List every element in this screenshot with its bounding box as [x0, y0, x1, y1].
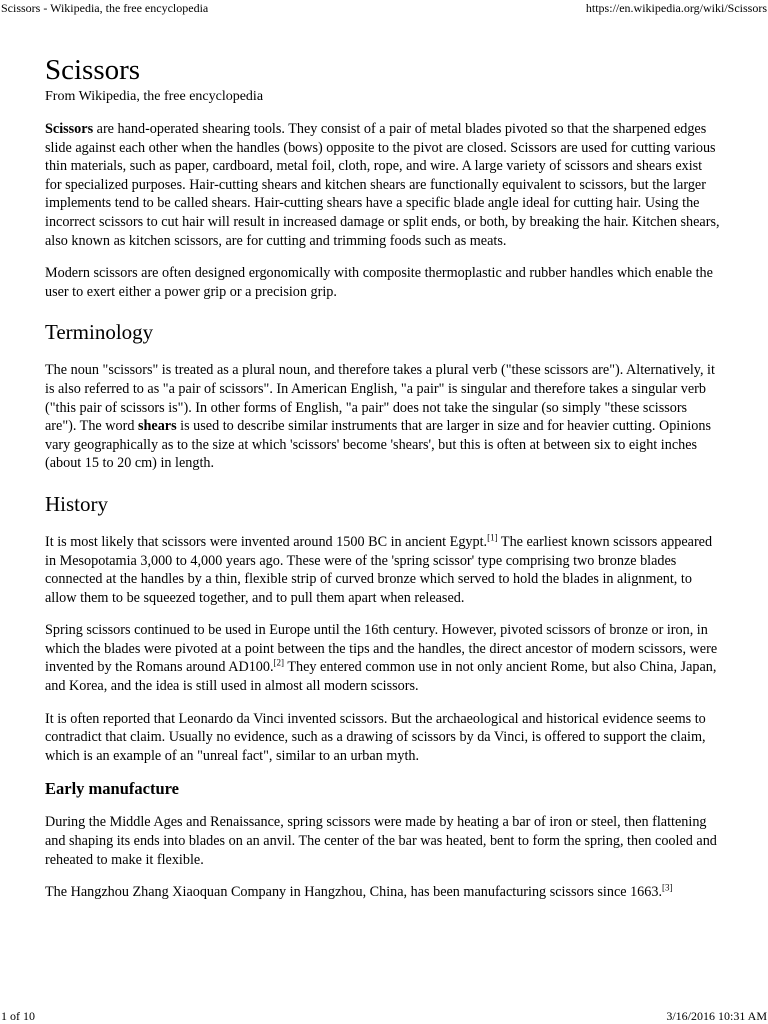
intro-bold-term: Scissors — [45, 121, 94, 137]
manufacture-paragraph-1: During the Middle Ages and Renaissance, spring scissors were made by heating a bar of iron or steel, then flattening and shaping its ends into blades on an anvil. The center of the bar was heated, bent to form the spring, then cooled and reheated to make it flexible. — [45, 814, 717, 868]
history-text-2b: They entered common use in not only ancient Rome, but also China, Japan, and Korea, and the idea is still used in almost all modern scissors. — [45, 659, 717, 695]
history-text-1b: The earliest known scissors appeared in Mesopotamia 3,000 to 4,000 years ago. These were of the 'spring scissor' type comprising two bronze blades connected at the handles by a thin, flexible strip of curved bronze which served to hold the blades in alignment, to allow them to be squeezed together, and to pull them apart when released. — [45, 533, 713, 606]
section-heading-terminology: Terminology — [45, 320, 154, 345]
intro-paragraph-2: Modern scissors are often designed ergonomically with composite thermoplastic and rubber handles which enable the user to exert either a power grip or a precision grip. — [45, 265, 713, 300]
intro-paragraph-1 — [45, 120, 721, 250]
section-heading-history: History — [45, 491, 108, 516]
history-paragraph-2 — [45, 621, 721, 695]
article-content — [45, 52, 721, 916]
history-paragraph-1 — [45, 533, 721, 607]
history-text-1a: It is most likely that scissors were invented around 1500 BC in ancient Egypt. — [45, 533, 488, 550]
history-text-2a: Spring scissors continued to be used in Europe until the 16th century. However, pivoted scissors of bronze or iron, in which the blades were pivoted at a point between the tips and the handles, the direct ancestor of modern scissors, were invented by the Romans around AD100. — [45, 622, 718, 676]
citation-link-3[interactable]: [3] — [662, 882, 673, 893]
print-url: https://en.wikipedia.org/wiki/Scissors — [585, 1, 767, 15]
page-counter: 1 of 10 — [1, 1009, 35, 1023]
terminology-bold-term: shears — [137, 418, 177, 435]
intro-text-1: are hand-operated shearing tools. They consist of a pair of metal blades pivoted so that the sharpened edges slide against each other when the handles (bows) opposite to the pivot are closed. Scissors are used for cutting various thin materials, such as paper, cardboard, metal foil, cloth, rope, and wire. A large variety of scissors and shears exist for specialized purposes. Hair-cutting shears and kitchen shears are functionally equivalent to scissors, but the larger implements tend to be called shears. Hair-cutting shears have a specific blade angle ideal for cutting hair. Using the incorrect scissors to cut hair will result in increased damage or split ends, or both, by breaking the hair. Kitchen shears, also known as kitchen scissors, are for cutting and trimming foods such as meats. — [45, 121, 720, 249]
citation-link-2[interactable]: [2] — [273, 657, 285, 668]
print-footer — [0, 1009, 768, 1023]
print-timestamp: 3/16/2016 10:31 AM — [666, 1009, 767, 1023]
terminology-paragraph — [45, 361, 721, 473]
history-paragraph-3: It is often reported that Leonardo da Vinci invented scissors. But the archaeological and historical evidence seems to contradict that claim. Usually no evidence, such as a drawing of scissors by da Vinci, is offered to support the claim, which is an example of an "unreal fact", similar to an urban myth. — [45, 710, 706, 764]
terminology-text-a: The noun "scissors" is treated as a plural noun, and therefore takes a plural verb ("these scissors are"). Alternatively, it is also referred to as "a pair of scissors". In American English, "a pair" is singular and therefore takes a singular verb ("this pair of scissors is"). In other forms of English, "a pair" does not take the singular (so simply "these scissors are"). The word — [45, 362, 715, 435]
print-page-title: Scissors - Wikipedia, the free encyclopedia — [1, 1, 209, 15]
article-tagline: From Wikipedia, the free encyclopedia — [45, 89, 264, 104]
print-header — [0, 1, 768, 15]
article-title: Scissors — [45, 54, 141, 86]
terminology-text-b: is used to describe similar instruments that are larger in size and for heavier cutting. Opinions vary geographically as to the size at which 'scissors' become 'shears', but this is often at between six to eight inches (about 15 to 20 cm) in length. — [45, 418, 711, 472]
subsection-heading-early-manufacture: Early manufacture — [45, 779, 179, 799]
manufacture-text-2: The Hangzhou Zhang Xiaoquan Company in Hangzhou, China, has been manufacturing scissors since 1663. — [45, 884, 663, 901]
manufacture-paragraph-2 — [45, 883, 721, 902]
citation-link-1[interactable]: [1] — [487, 532, 498, 543]
